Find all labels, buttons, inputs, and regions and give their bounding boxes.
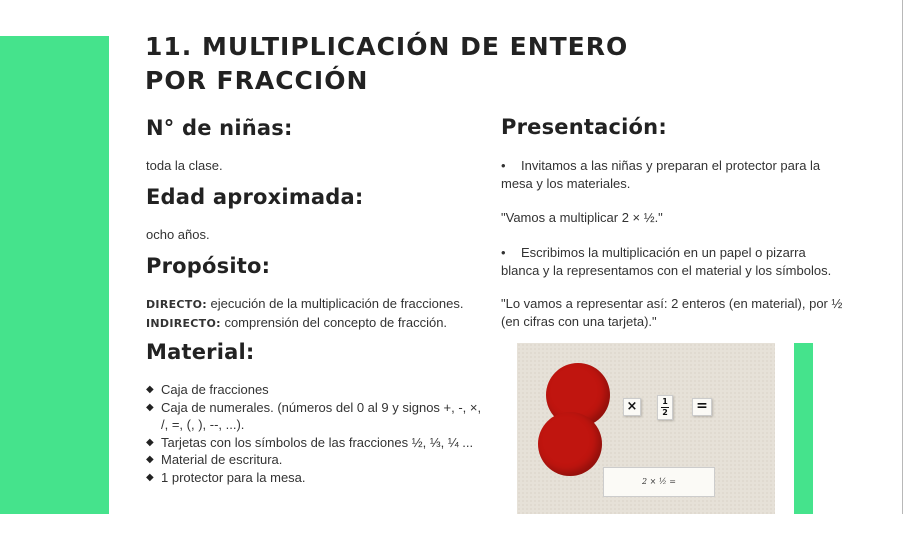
equals-card: = [692,398,712,416]
ninas-text: toda la clase. [146,158,223,173]
fraction-card: 1 2 [657,395,673,420]
red-disc [538,412,602,476]
edad-heading: Edad aproximada: [146,185,364,209]
proposito-heading: Propósito: [146,254,271,278]
page-title [145,30,665,98]
directo-label: DIRECTO: [146,298,207,311]
presentacion-paragraph-2: "Vamos a multiplicar 2 × ½." [501,210,663,225]
bullet-dot-icon: • [501,158,506,173]
list-item: ◆ Caja de numerales. (números del 0 al 9 y signos +, -, ×, /, =, (, ), --, ...). [146,399,482,432]
accent-bar-left [0,36,109,514]
list-item: ◆ Material de escritura. [146,452,283,467]
diamond-bullet-icon: ◆ [146,454,154,465]
material-photo [517,343,775,514]
presentacion-paragraph-1: • Invitamos a las niñas y preparan el protector para la mesa y los materiales. [501,158,821,191]
list-item: ◆ Tarjetas con los símbolos de las fracciones ½, ⅓, ¼ ... [146,434,474,450]
indirecto-label: INDIRECTO: [146,317,221,330]
material-heading: Material: [146,340,255,364]
diamond-bullet-icon: ◆ [146,401,154,413]
ninas-heading: N° de niñas: [146,116,293,140]
indirecto-text: comprensión del concepto de fracción. [220,315,448,330]
accent-bar-right [794,343,813,514]
material-list [146,381,491,486]
presentacion-paragraph-3: • Escribimos la multiplicación en un papel o pizarra blanca y la representamos con el material y los símbolos. [501,245,832,278]
times-card: × [623,398,641,416]
edad-text: ocho años. [146,227,210,242]
diamond-bullet-icon: ◆ [146,471,154,483]
diamond-bullet-icon: ◆ [146,436,154,448]
presentacion-paragraph-4: "Lo vamos a representar así: 2 enteros (en material), por ½ (en cifras con una tarjeta)." [501,296,843,329]
title-line-1: 11. MULTIPLICACIÓN DE ENTERO [145,32,629,61]
presentacion-heading: Presentación: [501,115,667,139]
list-item: ◆ 1 protector para la mesa. [146,469,306,485]
list-item: ◆ Caja de fracciones [146,382,269,397]
title-line-2: POR FRACCIÓN [145,66,369,95]
bullet-dot-icon: • [501,245,506,260]
proposito-text [146,295,486,333]
diamond-bullet-icon: ◆ [146,384,154,395]
written-strip: 2 × ½ = [603,467,715,497]
directo-text: ejecución de la multiplicación de fracciones. [206,296,464,311]
